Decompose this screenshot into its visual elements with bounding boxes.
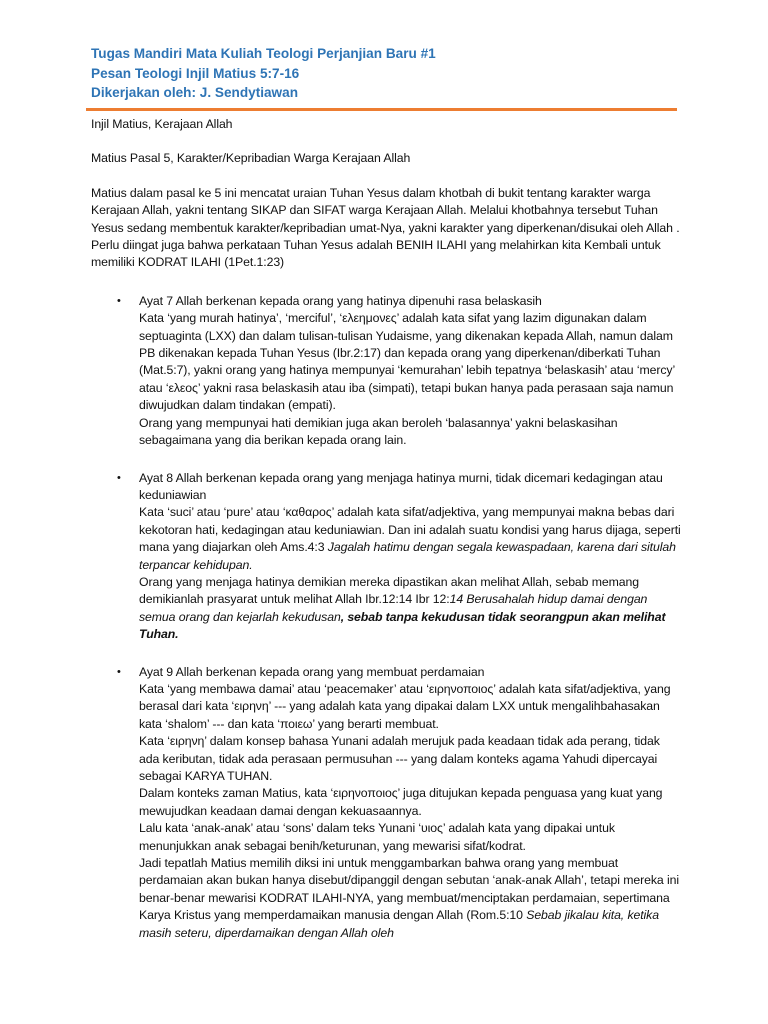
ayat-8-paragraph-1 [139, 504, 681, 574]
list-item-ayat-8 [91, 470, 681, 644]
bullet-icon: • [117, 294, 121, 307]
header-course-title: Tugas Mandiri Mata Kuliah Teologi Perjanjian Baru #1 [91, 46, 436, 61]
ayat-7-paragraph-1: Kata ‘yang murah hatinya’, ‘merciful’, ‘ελεημονες’ adalah kata sifat yang lazim digunakan dalam septuaginta (LXX) dan dalam tulisan-tulisan Yudaisme, yang dikenakan kepada Allah, namun dalam PB dikenakan kepada Tuhan Yesus (Ibr.2:17) dan kepada orang yang diperkenan/diberkati Tuhan (Mat.5:7), yakni orang yang hatinya mempunyai ‘kemurahan’ lebih tepatnya ‘belaskasih’ atau ‘mercy’ atau ‘ελεος’ yakni rasa belaskasih atau iba (simpati), tetapi bukan hanya pada perasaan saja namun diwujudkan dalam tindakan (empati). [139, 311, 675, 413]
ayat-9-paragraph-5 [139, 855, 681, 942]
document-header [91, 44, 436, 103]
ayat-9-title: Ayat 9 Allah berkenan kepada orang yang membuat perdamaian [139, 664, 485, 679]
intro-paragraph: Matius dalam pasal ke 5 ini mencatat uraian Tuhan Yesus dalam khotbah di bukit tentang karakter warga Kerajaan Allah, yakni tentang SIKAP dan SIFAT warga Kerajaan Allah. Melalui khotbahnya tersebut Tuhan Yesus sedang membentuk karakter/kepribadian umat-Nya, yakni karakter yang diperkenan/disukai oleh Allah . Perlu diingat juga bahwa perkataan Tuhan Yesus adalah BENIH ILAHI yang melahirkan kita Kembali untuk memiliki KODRAT ILAHI (1Pet.1:23) [91, 185, 680, 270]
ayat-8-p2-emphasis: , sebab tanpa kekudusan tidak seorangpun akan melihat Tuhan. [139, 609, 666, 642]
ayat-9-paragraph-4: Lalu kata ‘anak-anak’ atau ‘sons’ dalam teks Yunani ‘υιος’ adalah kata yang dipakai untuk menunjukkan anak sebagai benih/keturunan, yang mewarisi sifat/kodrat. [139, 821, 615, 853]
list-item-ayat-9 [91, 664, 681, 943]
ayat-9-paragraph-3: Dalam konteks zaman Matius, kata ‘ειρηνοποιος’ juga ditujukan kepada penguasa yang kuat yang mewujudkan keadaan damai dengan kekuasaannya. [139, 786, 663, 818]
header-topic-title: Pesan Teologi Injil Matius 5:7-16 [91, 65, 300, 81]
list-item-ayat-7 [91, 293, 681, 450]
ayat-7-title: Ayat 7 Allah berkenan kepada orang yang hatinya dipenuhi rasa belaskasih [139, 293, 542, 308]
ayat-9-p5-quote: Sebab jikalau kita, ketika masih seteru, diperdamaikan dengan Allah oleh [139, 908, 659, 940]
header-divider [86, 108, 677, 111]
bullet-icon: • [117, 665, 121, 678]
header-author: Dikerjakan oleh: J. Sendytiawan [91, 85, 298, 100]
ayat-7-paragraph-2: Orang yang mempunyai hati demikian juga akan beroleh ‘balasannya’ yakni belaskasihan sebagaimana yang dia berikan kepada orang lain. [139, 415, 618, 448]
ayat-8-title: Ayat 8 Allah berkenan kepada orang yang menjaga hatinya murni, tidak dicemari kedagingan atau keduniawian [139, 470, 663, 502]
bullet-icon: • [117, 471, 121, 484]
ayat-9-p5-text: Jadi tepatlah Matius memilih diksi ini untuk menggambarkan bahwa orang yang membuat perdamaian akan bukan hanya disebut/dipanggil dengan sebutan ‘anak-anak Allah’, tetapi mereka ini benar-benar mewarisi KODRAT ILAHI-NYA, yang membuat/menciptakan perdamaian, sepertimana Karya Kristus yang memperdamaikan manusia dengan Allah (Rom.5:10 [139, 856, 679, 923]
section-subtitle-2: Matius Pasal 5, Karakter/Kepribadian Warga Kerajaan Allah [91, 151, 411, 166]
ayat-8-p2-text: Orang yang menjaga hatinya demikian mereka dipastikan akan melihat Allah, sebab memang demikianlah prasyarat untuk melihat Allah Ibr.12:14 Ibr 12: [139, 574, 639, 607]
ayat-list [91, 293, 681, 942]
document-body [91, 116, 681, 962]
ayat-8-paragraph-2 [139, 574, 681, 644]
ayat-9-paragraph-2: Kata ‘ειρηνη’ dalam konsep bahasa Yunani adalah merujuk pada keadaan tidak ada perang, tidak ada keributan, tidak ada perasaan permusuhan --- yang dalam konteks agama Yahudi dipercayai sebagai KARYA TUHAN. [139, 734, 660, 783]
ayat-8-p1-quote: Jagalah hatimu dengan segala kewaspadaan, karena dari situlah terpancar kehidupan. [139, 540, 676, 572]
ayat-8-p2-quote: 14 Berusahalah hidup damai dengan semua orang dan kejarlah kekudusan [139, 592, 648, 624]
section-subtitle-1: Injil Matius, Kerajaan Allah [91, 117, 233, 131]
ayat-8-p1-text: Kata ‘suci’ atau ‘pure’ atau ‘καθαρος’ adalah kata sifat/adjektiva, yang mempunyai makna bebas dari kekotoran hati, kedagingan atau keduniawian. Dan ini adalah suatu kondisi yang harus dijaga, seperti mana yang diajarkan oleh Ams.4:3 [139, 505, 681, 555]
ayat-9-paragraph-1: Kata ‘yang membawa damai’ atau ‘peacemaker’ atau ‘ειρηνοποιος’ adalah kata sifat/adjektiva, yang berasal dari kata ‘ειρηνη’ --- yang adalah kata yang dipakai dalam LXX untuk mengalihbahasakan kata ‘shalom’ --- dan kata ‘ποιεω’ yang berarti membuat. [139, 681, 671, 731]
